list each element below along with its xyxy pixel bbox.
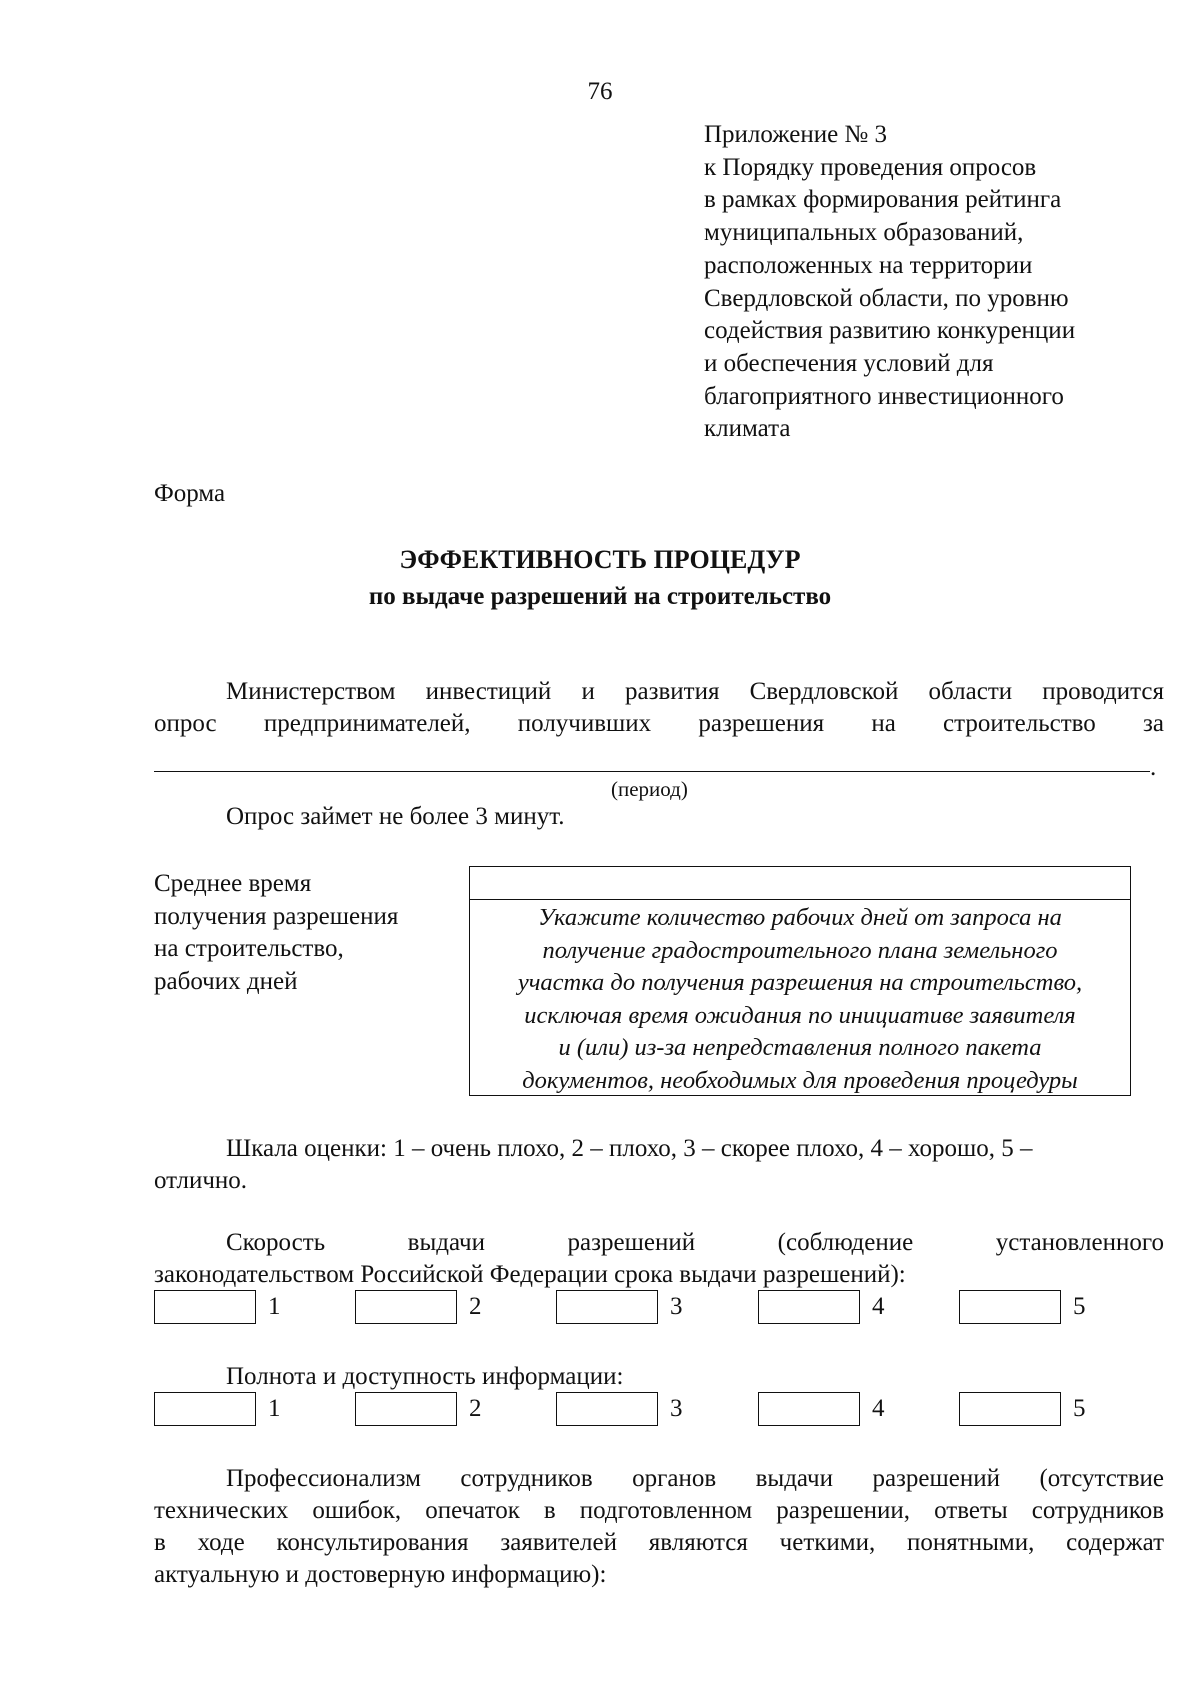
appendix-line: к Порядку проведения опросов	[704, 153, 1037, 181]
appendix-line: благоприятного инвестиционного	[704, 382, 1064, 410]
page-number: 76	[587, 78, 613, 105]
rating-scale-line-2: отлично.	[154, 1167, 248, 1194]
rating-value: 5	[1073, 1395, 1086, 1422]
avg-time-label	[154, 868, 398, 998]
rating-checkbox[interactable]	[355, 1392, 457, 1426]
rating-value: 3	[670, 1395, 683, 1422]
document-title: ЭФФЕКТИВНОСТЬ ПРОЦЕДУР	[399, 545, 801, 574]
question-2-line-1: Полнота и доступность информации:	[226, 1363, 624, 1390]
hint-line: документов, необходимых для проведения процедуры	[522, 1066, 1078, 1094]
period-input-line[interactable]	[154, 771, 1150, 772]
avg-time-label-line: получения разрешения	[154, 902, 399, 930]
avg-time-label-line: на строительство,	[154, 935, 344, 962]
appendix-line: климата	[704, 415, 791, 443]
intro-line-1: Министерством инвестиций и развития Свердловской области проводится	[226, 678, 1164, 705]
question-1-line-2: законодательством Российской Федерации срока выдачи разрешений):	[154, 1261, 906, 1288]
hint-line: получение градостроительного плана земельного	[542, 936, 1058, 964]
avg-time-answer-field[interactable]	[469, 866, 1131, 900]
rating-value: 5	[1073, 1293, 1086, 1320]
question-2-rating-options	[154, 1392, 1164, 1428]
appendix-line: в рамках формирования рейтинга	[704, 186, 1062, 214]
form-label: Форма	[154, 480, 226, 507]
rating-checkbox[interactable]	[959, 1392, 1061, 1426]
appendix-reference	[704, 119, 1075, 446]
rating-checkbox[interactable]	[355, 1290, 457, 1324]
rating-value: 1	[268, 1293, 281, 1320]
hint-line: и (или) из-за непредставления полного пакета	[558, 1034, 1042, 1061]
rating-value: 4	[872, 1395, 885, 1422]
hint-line: исключая время ожидания по инициативе заявителя	[524, 1001, 1076, 1029]
rating-checkbox[interactable]	[758, 1290, 860, 1324]
question-3-line-3: в ходе консультирования заявителей являются четкими, понятными, содержат	[154, 1529, 1164, 1556]
rating-checkbox[interactable]	[556, 1392, 658, 1426]
question-1-line-1: Скорость выдачи разрешений (соблюдение установленного	[226, 1229, 1164, 1256]
appendix-line: Приложение № 3	[704, 121, 888, 148]
rating-value: 4	[872, 1293, 885, 1320]
rating-checkbox[interactable]	[556, 1290, 658, 1324]
question-1-rating-options	[154, 1290, 1164, 1326]
rating-checkbox[interactable]	[758, 1392, 860, 1426]
hint-line: Укажите количество рабочих дней от запроса на	[538, 904, 1062, 931]
avg-time-label-line: Среднее время	[154, 870, 312, 897]
question-3-line-2: технических ошибок, опечаток в подготовленном разрешении, ответы сотрудников	[154, 1497, 1164, 1524]
hint-line: участка до получения разрешения на строительство,	[517, 969, 1083, 996]
document-subtitle: по выдаче разрешений на строительство	[368, 583, 832, 610]
question-3-line-4: актуальную и достоверную информацию):	[154, 1561, 607, 1588]
rating-checkbox[interactable]	[154, 1392, 256, 1426]
period-label: (период)	[611, 777, 688, 801]
appendix-line: и обеспечения условий для	[704, 349, 994, 377]
survey-duration: Опрос займет не более 3 минут.	[226, 803, 565, 830]
appendix-line: содействия развитию конкуренции	[704, 317, 1076, 345]
rating-checkbox[interactable]	[154, 1290, 256, 1324]
appendix-line: расположенных на территории	[704, 251, 1033, 279]
rating-value: 2	[469, 1395, 482, 1422]
rating-scale-line-1: Шкала оценки: 1 – очень плохо, 2 – плохо, 3 – скорее плохо, 4 – хорошо, 5 –	[226, 1135, 1033, 1162]
appendix-line: муниципальных образований,	[704, 219, 1024, 247]
avg-time-label-line: рабочих дней	[154, 967, 298, 995]
rating-value: 3	[670, 1293, 683, 1320]
question-3-line-1: Профессионализм сотрудников органов выдачи разрешений (отсутствие	[226, 1465, 1164, 1492]
avg-time-hint	[469, 899, 1131, 1096]
rating-checkbox[interactable]	[959, 1290, 1061, 1324]
appendix-line: Свердловской области, по уровню	[704, 284, 1069, 312]
rating-value: 2	[469, 1293, 482, 1320]
period-dot: .	[1150, 754, 1157, 781]
intro-line-2: опрос предпринимателей, получивших разрешения на строительство за	[154, 710, 1164, 737]
rating-value: 1	[268, 1395, 281, 1422]
